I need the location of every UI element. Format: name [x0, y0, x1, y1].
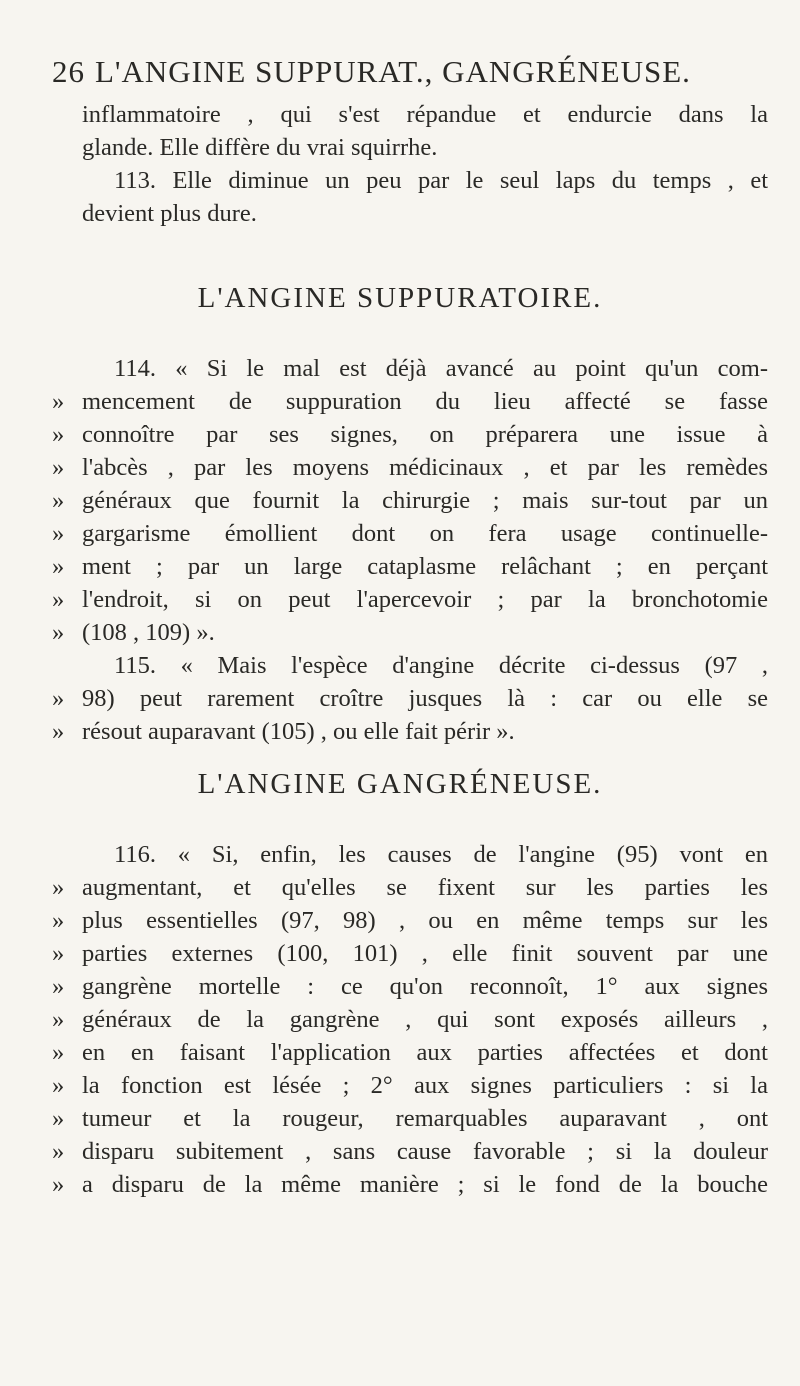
text-line: » parties externes (100, 101) , elle finit souvent par une [52, 940, 768, 967]
text-line: devient plus dure. [82, 200, 257, 227]
text-line: » l'abcès , par les moyens médicinaux , et par les remèdes [52, 454, 768, 481]
text-line: » généraux que fournit la chirurgie ; mais sur-tout par un [52, 487, 768, 514]
text-line: » 98) peut rarement croître jusques là : car ou elle se [52, 685, 768, 712]
paragraph-block-3 [52, 838, 768, 1201]
running-title: L'ANGINE SUPPURAT., GANGRÉNEUSE. [95, 54, 691, 89]
text-line: 113. Elle diminue un peu par le seul laps du temps , et [114, 167, 768, 194]
paragraph-block-1 [52, 98, 768, 230]
text-line: » tumeur et la rougeur, remarquables auparavant , ont [52, 1105, 768, 1132]
page-number: 26 [52, 54, 85, 89]
text-line: 115. « Mais l'espèce d'angine décrite ci-dessus (97 , [114, 652, 768, 679]
paragraph-block-2 [52, 352, 768, 748]
text-line: » augmentant, et qu'elles se fixent sur les parties les [52, 874, 768, 901]
text-line: glande. Elle diffère du vrai squirrhe. [82, 134, 438, 161]
text-line: » en en faisant l'application aux parties affectées et dont [52, 1039, 768, 1066]
text-line: » (108 , 109) ». [52, 619, 215, 646]
text-line: » résout auparavant (105) , ou elle fait périr ». [52, 718, 515, 745]
text-line: » mencement de suppuration du lieu affecté se fasse [52, 388, 768, 415]
text-line: » connoître par ses signes, on préparera une issue à [52, 421, 768, 448]
text-line: » ment ; par un large cataplasme relâchant ; en perçant [52, 553, 768, 580]
text-line: 116. « Si, enfin, les causes de l'angine (95) vont en [114, 841, 768, 868]
text-line: » plus essentielles (97, 98) , ou en même temps sur les [52, 907, 768, 934]
text-line: » la fonction est lésée ; 2° aux signes particuliers : si la [52, 1072, 768, 1099]
text-line: » généraux de la gangrène , qui sont exposés ailleurs , [52, 1006, 768, 1033]
text-line: inflammatoire , qui s'est répandue et endurcie dans la [82, 101, 768, 128]
section-heading-gangreneuse: L'ANGINE GANGRÉNEUSE. [197, 768, 603, 800]
text-line: 114. « Si le mal est déjà avancé au point qu'un com- [114, 355, 768, 382]
text-line: » gangrène mortelle : ce qu'on reconnoît, 1° aux signes [52, 973, 768, 1000]
text-line: » a disparu de la même manière ; si le fond de la bouche [52, 1171, 768, 1198]
section-heading-suppuratoire: L'ANGINE SUPPURATOIRE. [197, 282, 603, 314]
running-head [52, 54, 691, 90]
text-line: » l'endroit, si on peut l'apercevoir ; par la bronchotomie [52, 586, 768, 613]
text-line: » gargarisme émollient dont on fera usage continuelle- [52, 520, 768, 547]
text-line: » disparu subitement , sans cause favorable ; si la douleur [52, 1138, 768, 1165]
